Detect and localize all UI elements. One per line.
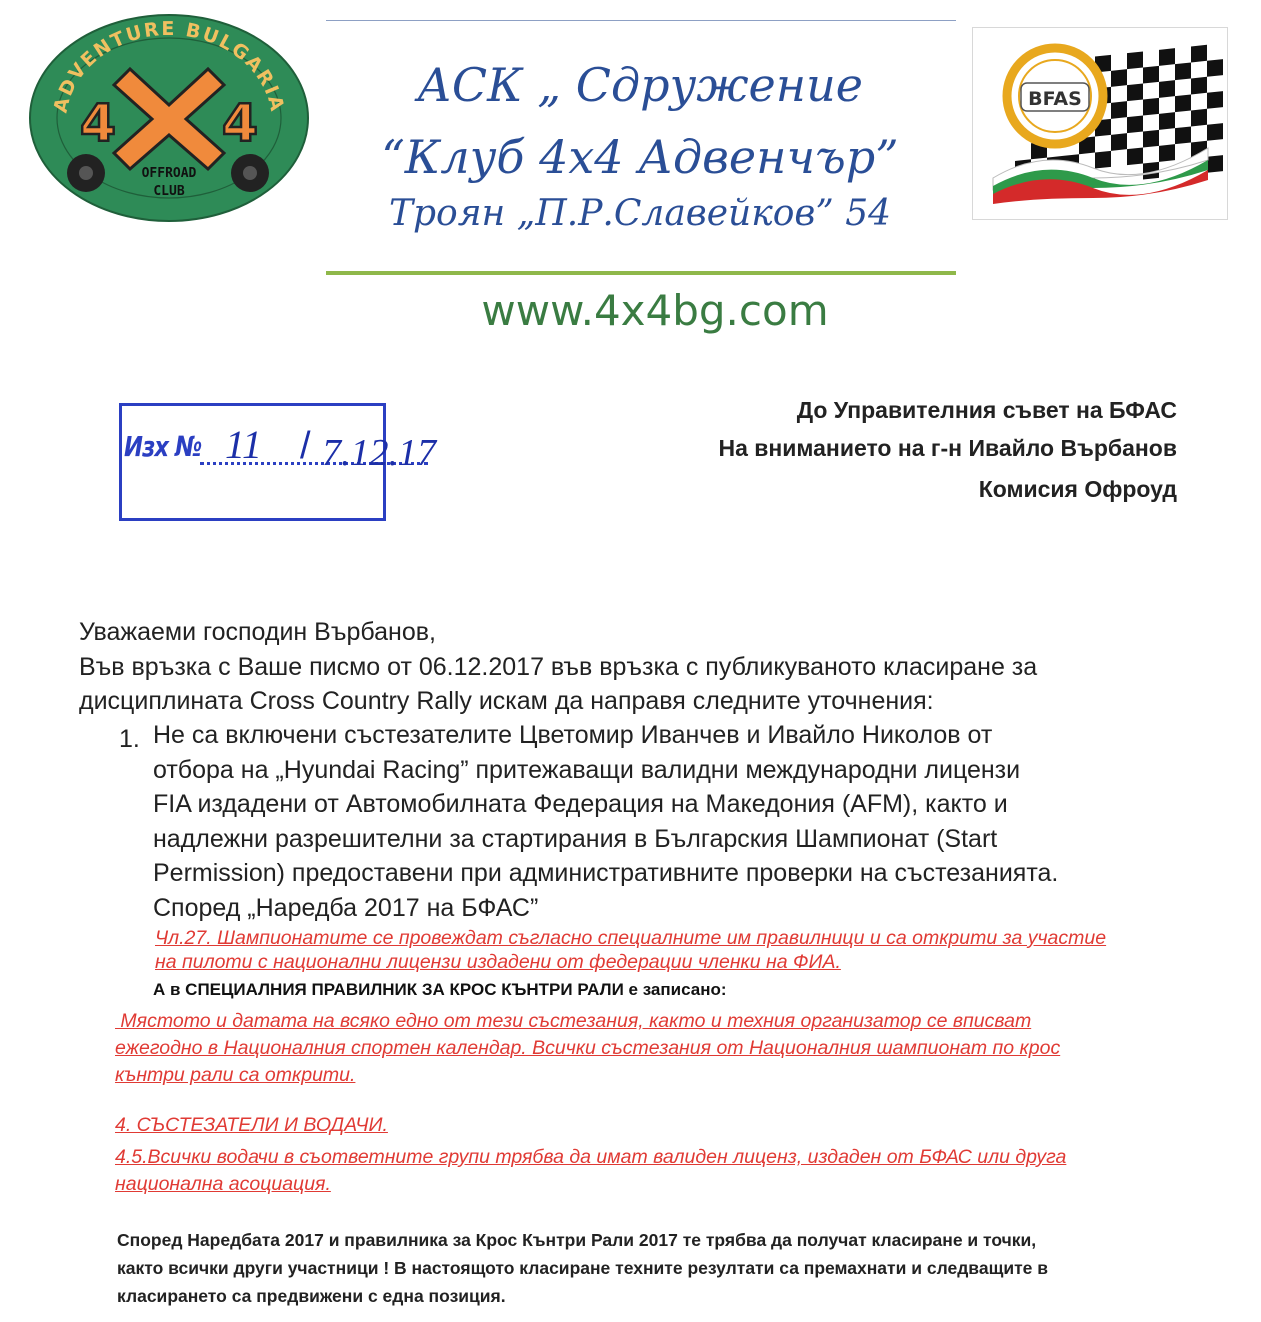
list-item-line: Permission) предоставени при административните проверки на състезанията. — [153, 859, 1059, 887]
intro-paragraph: Във връзка с Ваше писмо от 06.12.2017 във връзка с публикуваното класиране за дисциплината Cross Country Rally искам да направя следните уточнения: — [79, 653, 1038, 715]
svg-text:4: 4 — [221, 94, 259, 154]
svg-text:OFFROAD: OFFROAD — [141, 166, 197, 181]
addressee-line3: Комисия Офроуд — [978, 476, 1177, 502]
header-divider — [326, 271, 956, 275]
conclusion-line: класирането са предвижени с една позиция. — [117, 1286, 506, 1306]
list-item-line: FIA издадени от Автомобилната Федерация на Македония (AFM), както и — [153, 790, 1008, 818]
list-item-number: 1. — [119, 725, 140, 753]
club-address: Троян „П.Р.Славейков” 54 — [388, 193, 892, 234]
header-top-rule — [326, 20, 956, 21]
quote-line: кънтри рали са открити. — [115, 1064, 356, 1086]
quote-line: национална асоциация. — [115, 1173, 331, 1195]
conclusion-paragraph — [117, 1226, 1048, 1310]
website-link[interactable]: www.4x4bg.com — [481, 286, 829, 335]
quote-line: на пилоти с национални лицензи издадени от федерации членки на ФИА. — [155, 951, 841, 973]
list-item-line: отбора на „Hyundai Racing” притежаващи валидни международни лицензи — [153, 755, 1021, 784]
bfas-logo — [972, 27, 1228, 220]
list-item-line: Според „Наредба 2017 на БФАС” — [153, 893, 539, 922]
addressee-line2: На вниманието на г-н Ивайло Върбанов — [718, 435, 1177, 461]
conclusion-line: Според Наредбата 2017 и правилника за Крос Кънтри Рали 2017 те трябва да получат класиране и точки, — [117, 1230, 1037, 1250]
quote-line: 4.5.Всички водачи в съответните групи трябва да имат валиден лиценз, издаден от БФАС или друга — [115, 1146, 1067, 1168]
special-rules-intro: А в СПЕЦИАЛНИЯ ПРАВИЛНИК ЗА КРОС КЪНТРИ РАЛИ е записано: — [153, 980, 727, 999]
quote-line: Чл.27. Шампионатите се провеждат съгласно специалните им правилници и са открити за участие — [155, 927, 1107, 949]
quote-line: Мястото и датата на всяко едно от тези състезания, както и техния организатор се вписват — [115, 1010, 1032, 1032]
quoted-section-4-5 — [115, 1144, 1066, 1198]
stamp-date: 7.12.17 — [322, 432, 436, 474]
club-name-line2: “Клуб 4х4 Адвенчър” — [381, 130, 899, 184]
bfas-logo-text: BFAS — [1028, 88, 1082, 110]
quoted-section-4-title: 4. СЪСТЕЗАТЕЛИ И ВОДАЧИ. — [115, 1114, 388, 1136]
conclusion-line: както всички други участници ! В настоящото класиране техните резултати са премахнати и следващите в — [117, 1258, 1049, 1278]
quoted-special-rules — [115, 1008, 1060, 1089]
club-name-line1: АСК „ Сдружение — [417, 58, 863, 112]
stamp-prefix: Изх № — [124, 430, 202, 463]
svg-text:4: 4 — [79, 94, 117, 154]
stamp-separator: / — [300, 425, 311, 467]
list-item-text — [153, 718, 1203, 925]
stamp-number: 11 — [225, 422, 263, 467]
list-item-line: Не са включени състезателите Цветомир Иванчев и Ивайло Николов от — [153, 721, 993, 749]
greeting: Уважаеми господин Върбанов, — [79, 618, 436, 646]
club-logo — [28, 13, 310, 223]
logo-arc-text: ADVENTURE BULGARIA — [49, 17, 289, 115]
quote-line: ежегодно в Националния спортен календар. Всички състезания от Националния шампионат по крос — [115, 1037, 1061, 1059]
svg-text:CLUB: CLUB — [153, 184, 185, 199]
list-item-line: надлежни разрешителни за стартирания в Българския Шампионат (Start — [153, 824, 998, 853]
addressee-line1: До Управителния съвет на БФАС — [796, 397, 1177, 423]
quoted-article-27 — [155, 926, 1106, 974]
